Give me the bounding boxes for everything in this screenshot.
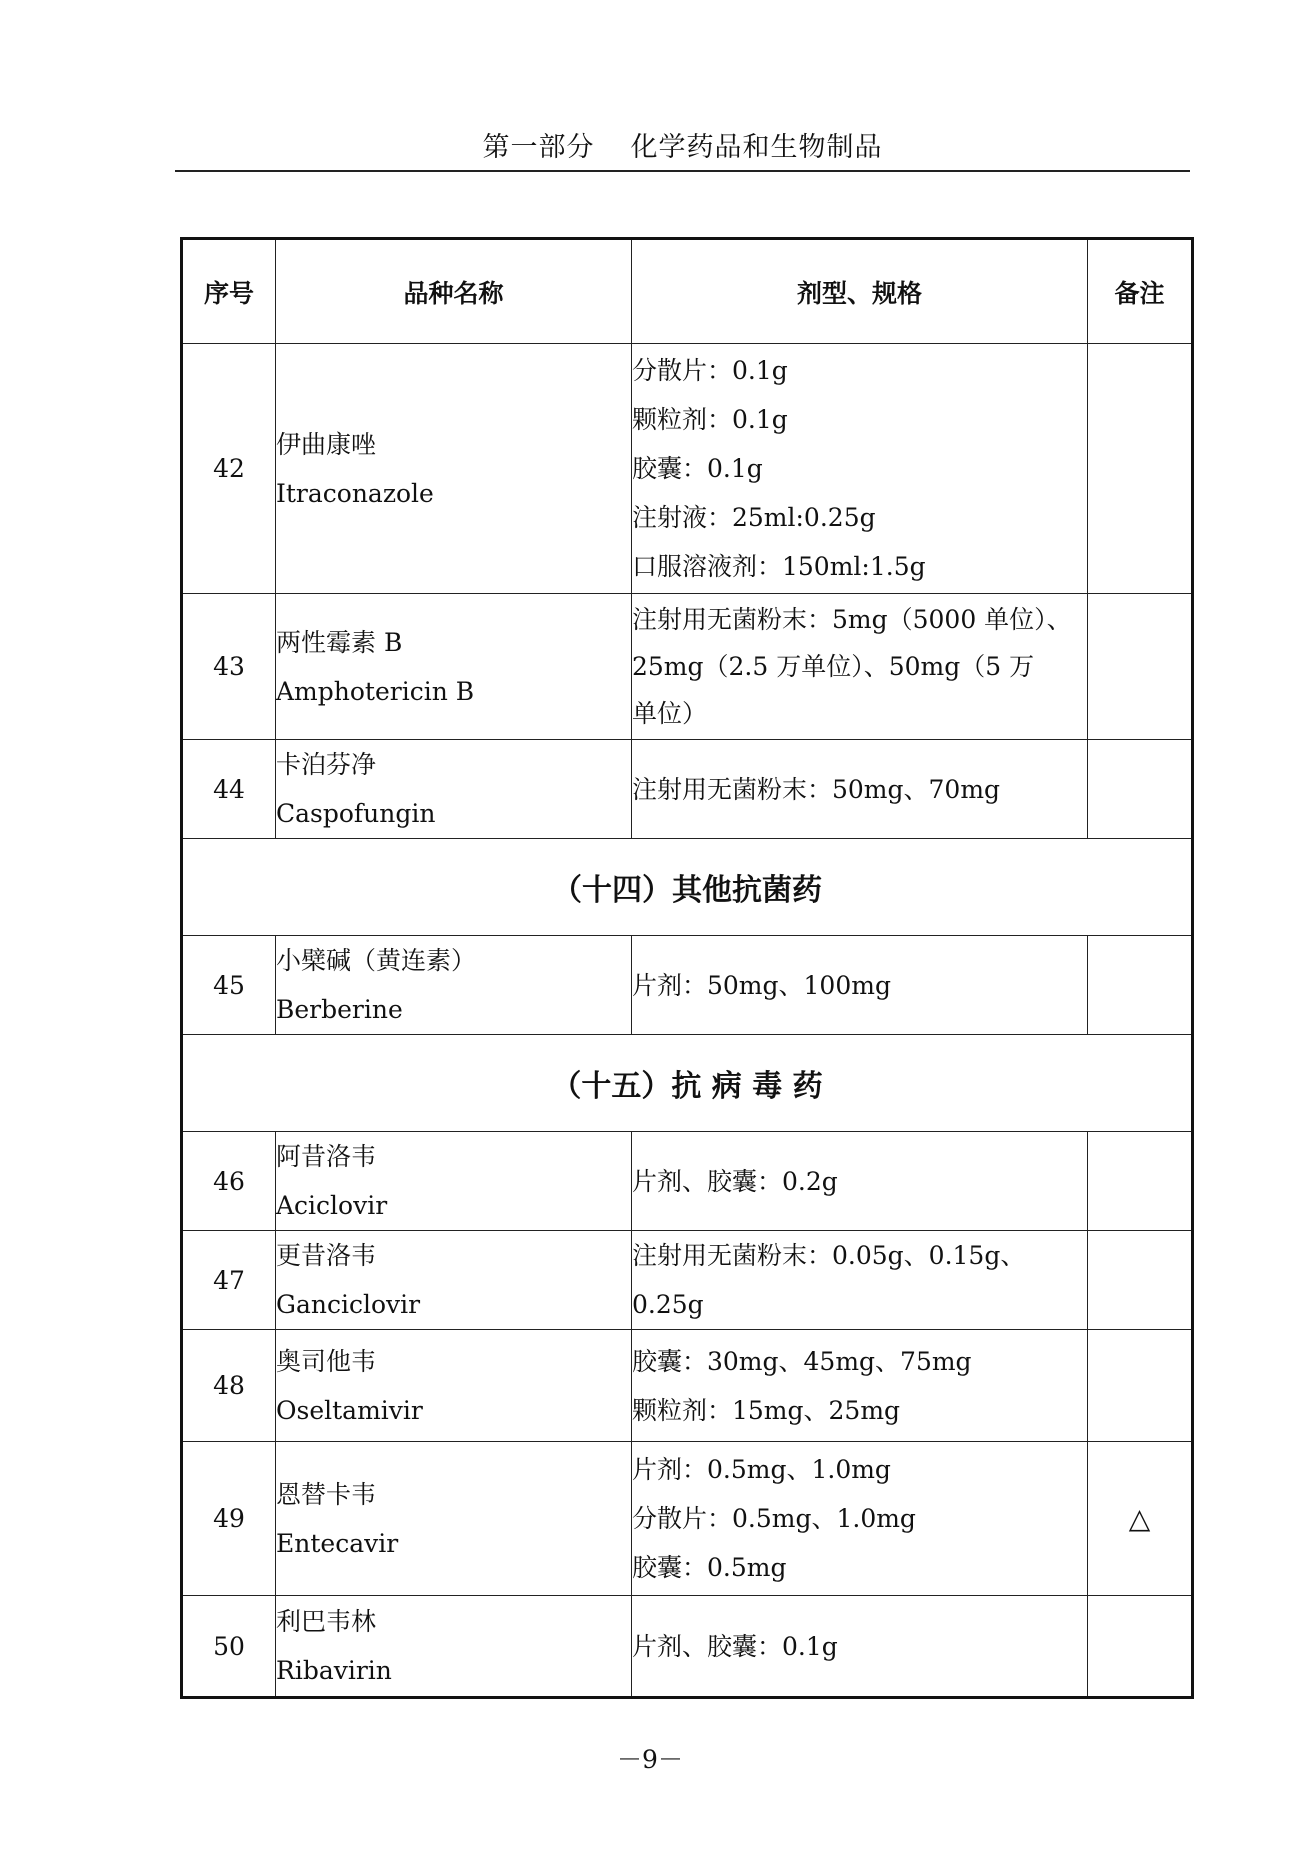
drug-spec (632, 1231, 1088, 1330)
drug-name-cn: 更昔洛韦 (276, 1241, 377, 1270)
drug-name (276, 1231, 632, 1330)
drug-name (276, 1596, 632, 1698)
drug-spec (632, 1596, 1088, 1698)
spec-line: 胶囊：0.1g (632, 454, 763, 483)
spec-line: 分散片：0.1g (632, 356, 788, 385)
spec-line: 注射用无菌粉末：50mg、70mg (632, 774, 1001, 804)
spec-line: 25mg（2.5 万单位）、50mg（5 万 (632, 652, 1035, 681)
row-number: 48 (182, 1330, 276, 1442)
section-title-15: （十五）抗 病 毒 药 (182, 1035, 1193, 1132)
row-number: 50 (182, 1596, 276, 1698)
spec-line: 片剂：50mg、100mg (632, 970, 891, 1000)
drug-name-en: Amphotericin B (276, 676, 475, 706)
drug-name (276, 344, 632, 594)
drug-name-cn: 小檗碱（黄连素） (276, 946, 477, 975)
col-header-name: 品种名称 (276, 239, 632, 344)
section-row (182, 1035, 1193, 1132)
drug-note (1088, 594, 1193, 740)
drug-spec (632, 594, 1088, 740)
spec-line: 注射液：25ml:0.25g (632, 503, 876, 532)
table-row (182, 344, 1193, 594)
drug-spec (632, 1330, 1088, 1442)
drug-name (276, 740, 632, 839)
table-row (182, 1330, 1193, 1442)
drug-name-cn: 利巴韦林 (276, 1607, 377, 1636)
table-row (182, 740, 1193, 839)
row-number: 44 (182, 740, 276, 839)
triangle-icon: △ (1088, 1442, 1193, 1596)
drug-name (276, 1330, 632, 1442)
drug-name-en: Berberine (276, 995, 403, 1024)
spec-line: 注射用无菌粉末：0.05g、0.15g、 (632, 1241, 1026, 1270)
drug-table (180, 237, 1194, 1699)
row-number: 42 (182, 344, 276, 594)
col-header-note: 备注 (1088, 239, 1193, 344)
drug-note (1088, 344, 1193, 594)
drug-name (276, 936, 632, 1035)
table-row (182, 594, 1193, 740)
col-header-spec: 剂型、规格 (632, 239, 1088, 344)
drug-note (1088, 936, 1193, 1035)
drug-name-cn: 两性霉素 B (276, 627, 403, 657)
drug-spec (632, 1132, 1088, 1231)
drug-note (1088, 740, 1193, 839)
section-title-14: （十四）其他抗菌药 (182, 839, 1193, 936)
spec-line: 胶囊：0.5mg (632, 1553, 787, 1582)
spec-line: 单位） (632, 699, 708, 728)
drug-name-en: Aciclovir (276, 1191, 388, 1220)
drug-note (1088, 1132, 1193, 1231)
spec-line: 片剂、胶囊：0.2g (632, 1166, 838, 1196)
drug-name (276, 1132, 632, 1231)
drug-name-cn: 奥司他韦 (276, 1346, 377, 1376)
drug-name-en: Itraconazole (276, 478, 434, 508)
spec-line: 分散片：0.5mg、1.0mg (632, 1504, 916, 1533)
spec-line: 片剂、胶囊：0.1g (632, 1631, 838, 1661)
table-row (182, 1596, 1193, 1698)
row-number: 45 (182, 936, 276, 1035)
spec-line: 颗粒剂：0.1g (632, 405, 788, 434)
drug-spec (632, 1442, 1088, 1596)
row-number: 43 (182, 594, 276, 740)
drug-name-en: Entecavir (276, 1528, 399, 1558)
table-header-row (182, 239, 1193, 344)
drug-spec (632, 936, 1088, 1035)
drug-name-cn: 卡泊芬净 (276, 750, 377, 779)
spec-line: 口服溶液剂：150ml:1.5g (632, 552, 926, 581)
spec-line: 0.25g (632, 1290, 704, 1319)
header-title: 化学药品和生物制品 (630, 132, 883, 163)
spec-line: 片剂：0.5mg、1.0mg (632, 1455, 891, 1484)
drug-name-en: Ganciclovir (276, 1290, 421, 1319)
header-part: 第一部分 (482, 132, 595, 163)
drug-name (276, 594, 632, 740)
header-rule (175, 170, 1190, 172)
row-number: 47 (182, 1231, 276, 1330)
table-row (182, 1231, 1193, 1330)
drug-spec (632, 740, 1088, 839)
drug-note (1088, 1231, 1193, 1330)
drug-name (276, 1442, 632, 1596)
drug-name-en: Ribavirin (276, 1656, 392, 1685)
drug-name-cn: 恩替卡韦 (276, 1479, 377, 1509)
row-number: 46 (182, 1132, 276, 1231)
drug-name-cn: 阿昔洛韦 (276, 1142, 377, 1171)
page-number: －9－ (617, 1745, 683, 1774)
col-header-number: 序号 (182, 239, 276, 344)
drug-note (1088, 1596, 1193, 1698)
page-header (175, 126, 1190, 170)
drug-name-en: Oseltamivir (276, 1395, 423, 1425)
section-row (182, 839, 1193, 936)
drug-spec (632, 344, 1088, 594)
spec-line: 颗粒剂：15mg、25mg (632, 1395, 901, 1425)
spec-line: 注射用无菌粉末：5mg（5000 单位）、 (632, 605, 1072, 634)
table-row (182, 1132, 1193, 1231)
spec-line: 胶囊：30mg、45mg、75mg (632, 1346, 972, 1376)
table-row (182, 1442, 1193, 1596)
drug-name-en: Caspofungin (276, 799, 436, 828)
table-row (182, 936, 1193, 1035)
drug-name-cn: 伊曲康唑 (276, 429, 377, 459)
drug-note (1088, 1330, 1193, 1442)
row-number: 49 (182, 1442, 276, 1596)
